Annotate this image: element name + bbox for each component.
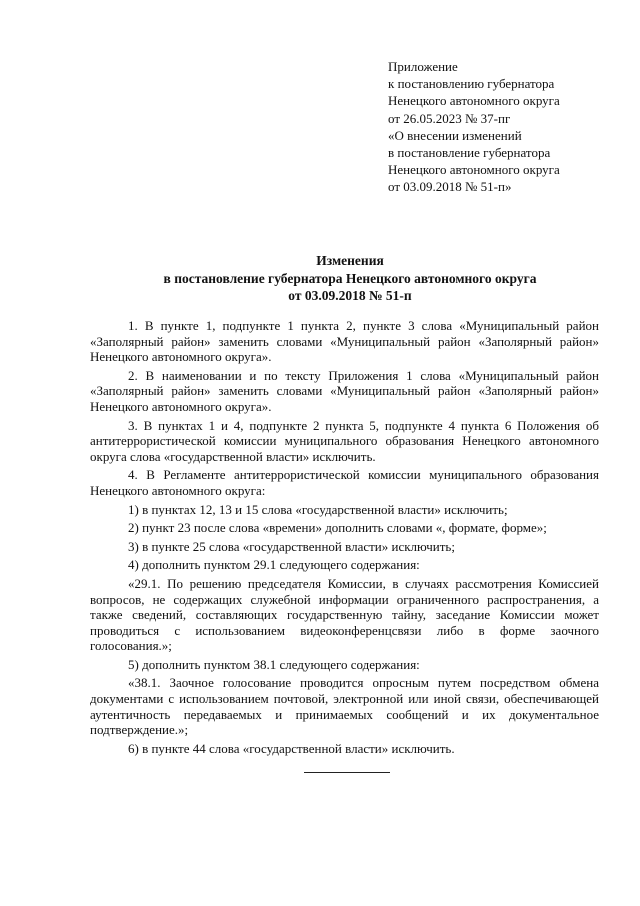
end-divider [304,772,390,773]
paragraph-1: 1. В пункте 1, подпункте 1 пункта 2, пункте 3 слова «Муниципальный район «Заполярный район» заменить словами «Муниципальный район «Заполярный район» Ненецкого автономного округа». [90,318,599,365]
appendix-line: к постановлению губернатора [388,76,555,92]
title-line-3: от 03.09.2018 № 51-п [288,288,412,303]
appendix-line: «О внесении изменений [388,127,522,143]
title-line-1: Изменения [316,253,384,268]
paragraph-2: 2. В наименовании и по тексту Приложения 1 слова «Муниципальный район «Заполярный район» заменить словами «Муниципальный район «Заполярный район» Ненецкого автономного округа». [90,367,599,414]
appendix-header [388,58,628,196]
quote-29-1: «29.1. По решению председателя Комиссии, в случаях рассмотрения Комиссией вопросов, не содержащих служебной информации ограниченного распространения, а также сведений, составляющих государственную тайну, заседание Комиссии может проводиться с использованием видеоконференцсвязи либо в форме заочного голосования.»; [90,575,599,654]
quote-38-1: «38.1. Заочное голосование проводится опросным путем посредством обмена документами с использованием почтовой, электронной или иной связи, обеспечивающей аутентичность передаваемых и принимаемых сообщений и их документальное подтверждение.»; [90,675,599,738]
subitem-6: 6) в пункте 44 слова «государственной власти» исключить. [128,740,455,756]
title-line-2: в постановление губернатора Ненецкого автономного округа [163,270,537,286]
subitem-5: 5) дополнить пунктом 38.1 следующего содержания: [128,656,420,672]
appendix-line: Ненецкого автономного округа [388,162,560,178]
document-body [90,318,599,759]
appendix-line: Ненецкого автономного округа [388,93,560,109]
subitem-1: 1) в пунктах 12, 13 и 15 слова «государственной власти» исключить; [128,501,508,517]
paragraph-4: 4. В Регламенте антитеррористической комиссии муниципального образования Ненецкого автономного округа: [90,467,599,498]
paragraph-3: 3. В пунктах 1 и 4, подпункте 2 пункта 5, подпункте 4 пункта 6 Положения об антитеррористической комиссии муниципального образования Ненецкого автономного округа слова «государственной власти» исключить. [90,417,599,464]
subitem-4: 4) дополнить пунктом 29.1 следующего содержания: [128,557,420,573]
subitem-3: 3) в пункте 25 слова «государственной власти» исключить; [128,538,455,554]
appendix-line: Приложение [388,59,458,74]
document-title [90,252,610,305]
appendix-line: в постановление губернатора [388,145,551,161]
appendix-line: от 03.09.2018 № 51-п» [388,179,512,195]
appendix-line: от 26.05.2023 № 37-пг [388,110,511,126]
subitem-2: 2) пункт 23 после слова «времени» дополнить словами «, формате, форме»; [128,520,547,536]
